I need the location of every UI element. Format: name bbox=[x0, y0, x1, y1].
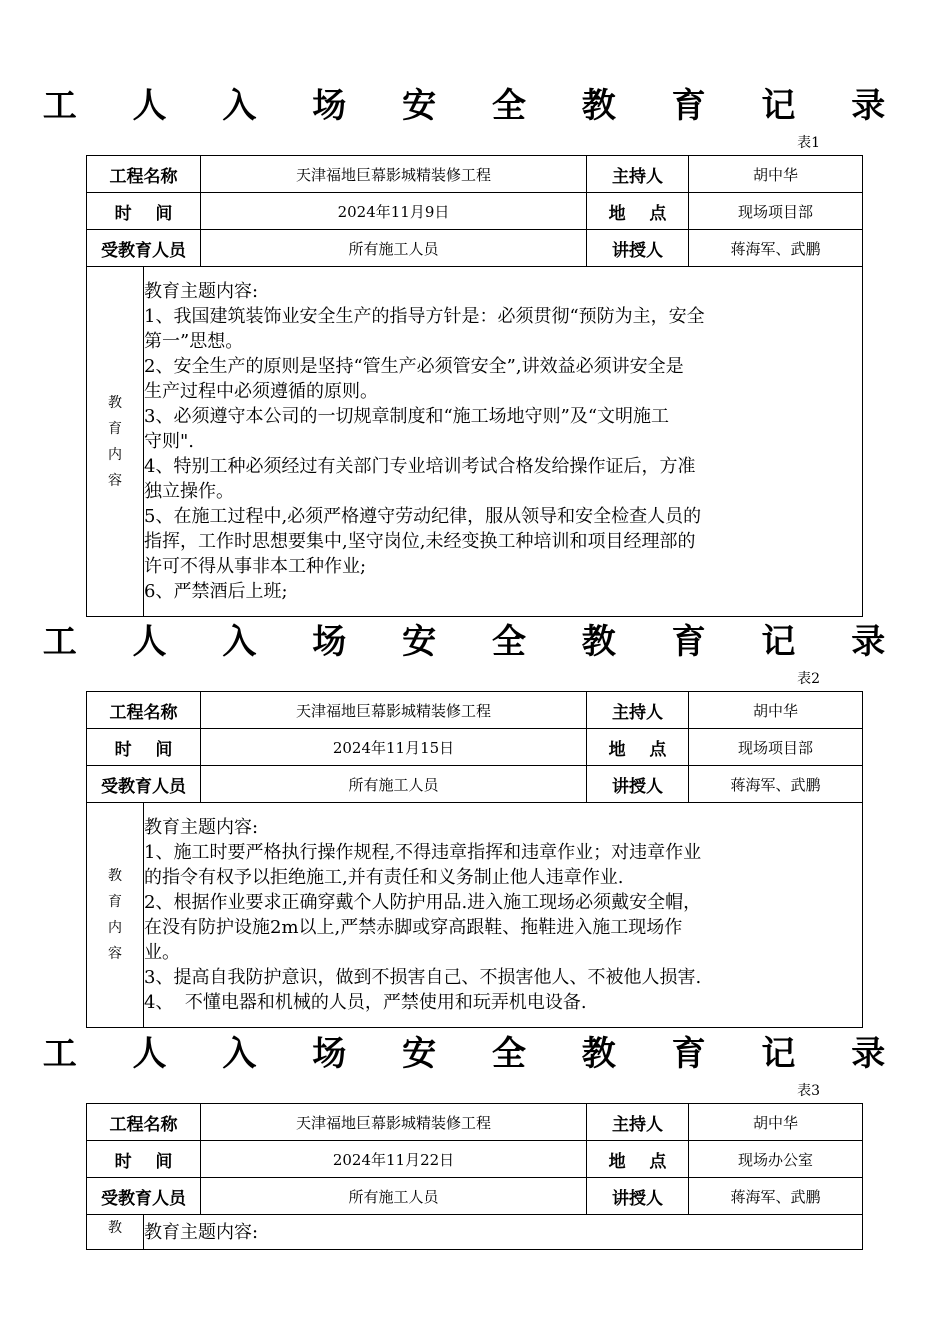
trainee-label: 受教育人员 bbox=[87, 766, 201, 803]
education-content bbox=[144, 267, 863, 617]
content-line: 5、在施工过程中,必须严格遵守劳动纪律，服从领导和安全检查人员的 bbox=[144, 506, 702, 527]
education-content bbox=[144, 803, 863, 1028]
content-line: 2、安全生产的原则是坚持“管生产必须管安全”,讲效益必须讲安全是 bbox=[144, 356, 684, 377]
record-table bbox=[86, 691, 863, 1028]
trainee-label: 受教育人员 bbox=[87, 1178, 201, 1215]
content-heading: 教育主题内容: bbox=[144, 281, 259, 302]
host-label: 主持人 bbox=[587, 692, 689, 729]
time-label: 时 间 bbox=[87, 729, 201, 766]
content-line: 生产过程中必须遵循的原则。 bbox=[144, 381, 378, 402]
place-value: 现场项目部 bbox=[689, 729, 863, 766]
education-content bbox=[144, 1215, 863, 1250]
record-table bbox=[86, 155, 863, 617]
project-name-label: 工程名称 bbox=[87, 692, 201, 729]
host-value: 胡中华 bbox=[689, 156, 863, 193]
content-line: 第一”思想。 bbox=[144, 331, 244, 352]
content-line: 4、 不懂电器和机械的人员，严禁使用和玩弄机电设备. bbox=[144, 992, 587, 1013]
content-line: 1、施工时要严格执行操作规程,不得违章指挥和违章作业；对违章作业 bbox=[144, 842, 702, 863]
lecturer-label: 讲授人 bbox=[587, 766, 689, 803]
host-value: 胡中华 bbox=[689, 692, 863, 729]
content-line: 3、必须遵守本公司的一切规章制度和“施工场地守则”及“文明施工 bbox=[144, 406, 670, 427]
date-value: 2024年11月22日 bbox=[201, 1141, 587, 1178]
host-label: 主持人 bbox=[587, 1104, 689, 1141]
time-label: 时 间 bbox=[87, 1141, 201, 1178]
content-line: 守则". bbox=[144, 431, 195, 452]
lecturer-value: 蒋海军、武鹏 bbox=[689, 766, 863, 803]
trainee-value: 所有施工人员 bbox=[201, 766, 587, 803]
lecturer-label: 讲授人 bbox=[587, 1178, 689, 1215]
content-line: 独立操作。 bbox=[144, 481, 234, 502]
lecturer-label: 讲授人 bbox=[587, 230, 689, 267]
content-line: 4、特别工种必须经过有关部门专业培训考试合格发给操作证后，方准 bbox=[144, 456, 696, 477]
project-name-label: 工程名称 bbox=[87, 156, 201, 193]
content-line: 6、严禁酒后上班; bbox=[144, 581, 288, 602]
date-value: 2024年11月15日 bbox=[201, 729, 587, 766]
trainee-value: 所有施工人员 bbox=[201, 1178, 587, 1215]
place-label: 地 点 bbox=[587, 1141, 689, 1178]
lecturer-value: 蒋海军、武鹏 bbox=[689, 230, 863, 267]
content-heading: 教育主题内容: bbox=[144, 1221, 259, 1243]
content-line: 指挥，工作时思想要集中,坚守岗位,未经变换工种培训和项目经理部的 bbox=[144, 531, 696, 552]
time-label: 时 间 bbox=[87, 193, 201, 230]
place-label: 地 点 bbox=[587, 193, 689, 230]
content-side-label: 教 育 内 容 bbox=[87, 803, 144, 1028]
host-label: 主持人 bbox=[587, 156, 689, 193]
table-number: 表1 bbox=[797, 135, 820, 151]
host-value: 胡中华 bbox=[689, 1104, 863, 1141]
table-number: 表3 bbox=[797, 1083, 820, 1099]
place-label: 地 点 bbox=[587, 729, 689, 766]
content-line: 许可不得从事非本工种作业; bbox=[144, 556, 367, 577]
trainee-label: 受教育人员 bbox=[87, 230, 201, 267]
content-line: 2、根据作业要求正确穿戴个人防护用品.进入施工现场必须戴安全帽， bbox=[144, 892, 702, 913]
content-line: 在没有防护设施2m以上,严禁赤脚或穿高跟鞋、拖鞋进入施工现场作 bbox=[144, 917, 683, 938]
content-line: 业。 bbox=[144, 942, 180, 963]
record-title: 工 人 入 场 安 全 教 育 记 录 bbox=[42, 1034, 908, 1074]
place-value: 现场项目部 bbox=[689, 193, 863, 230]
content-side-label: 教 育 内 容 bbox=[87, 267, 144, 617]
content-line: 3、提高自我防护意识，做到不损害自己、不损害他人、不被他人损害. bbox=[144, 967, 702, 988]
content-line: 1、我国建筑装饰业安全生产的指导方针是：必须贯彻“预防为主，安全 bbox=[144, 306, 705, 327]
table-number: 表2 bbox=[797, 671, 820, 687]
record-title: 工 人 入 场 安 全 教 育 记 录 bbox=[42, 86, 908, 126]
content-heading: 教育主题内容: bbox=[144, 817, 259, 838]
record-title: 工 人 入 场 安 全 教 育 记 录 bbox=[42, 622, 908, 662]
lecturer-value: 蒋海军、武鹏 bbox=[689, 1178, 863, 1215]
project-name-value: 天津福地巨幕影城精装修工程 bbox=[201, 692, 587, 729]
trainee-value: 所有施工人员 bbox=[201, 230, 587, 267]
project-name-value: 天津福地巨幕影城精装修工程 bbox=[201, 1104, 587, 1141]
content-line: 的指令有权予以拒绝施工,并有责任和义务制止他人违章作业. bbox=[144, 867, 624, 888]
content-side-label: 教 bbox=[87, 1215, 144, 1250]
place-value: 现场办公室 bbox=[689, 1141, 863, 1178]
date-value: 2024年11月9日 bbox=[201, 193, 587, 230]
record-table bbox=[86, 1103, 863, 1250]
project-name-label: 工程名称 bbox=[87, 1104, 201, 1141]
project-name-value: 天津福地巨幕影城精装修工程 bbox=[201, 156, 587, 193]
